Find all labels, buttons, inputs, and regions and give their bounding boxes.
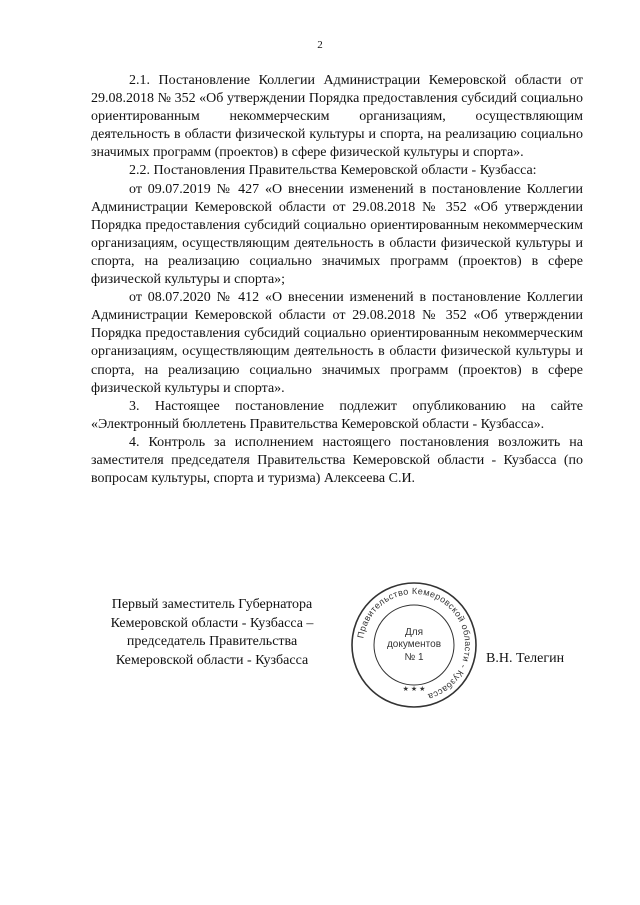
stamp-stars: ★ ★ ★ (402, 686, 426, 693)
document-body (91, 72, 583, 488)
signer-position-line: Кемеровской области - Кузбасса – (110, 615, 314, 631)
signer-name: В.Н. Телегин (486, 651, 565, 666)
signer-position-line: председатель Правительства (126, 634, 298, 649)
signer-position (88, 596, 336, 670)
paragraph-amendment-2019: от 09.07.2019 № 427 «О внесении изменений в постановление Коллегии Администрации Кемеровской области от 29.08.2018 № 352 «Об утверждении Порядка предоставления субсидий социально ориентированным некоммерческим организациям, осуществляющим деятельность в области физической культуры и спорта, на реализацию социально значимых программ (проектов) в сфере физической культуры и спорта»; (91, 181, 583, 288)
paragraph-amendment-2020: от 08.07.2020 № 412 «О внесении изменений в постановление Коллегии Администрации Кемеровской области от 29.08.2018 № 352 «Об утверждении Порядка предоставления субсидий социально ориентированным некоммерческим организациям, осуществляющим деятельность в области физической культуры и спорта, на реализацию социально значимых программ (проектов) в сфере физической культуры и спорта». (91, 290, 583, 396)
stamp-ring-text: Правительство Кемеровской области - Кузбасса (355, 585, 474, 702)
paragraph-2-2: 2.2. Постановления Правительства Кемеровской области - Кузбасса: (129, 163, 537, 179)
page-number: 2 (317, 39, 323, 51)
paragraph-4: 4. Контроль за исполнением настоящего постановления возложить на заместителя председателя Правительства Кемеровской области - Кузбасса (по вопросам культуры, спорта и туризма) Алексеева С.И. (91, 434, 583, 487)
signer-position-line: Кемеровской области - Кузбасса (115, 652, 309, 668)
paragraph-2-1: 2.1. Постановление Коллегии Администрации Кемеровской области от 29.08.2018 № 352 «Об утверждении Порядка предоставления субсидий социально ориентированным некоммерческим организациям, осуществляющим деятельность в области физической культуры и спорта, на реализацию социально значимых программ (проектов) в сфере физической культуры и спорта». (91, 73, 583, 161)
stamp-center-line: документов (386, 639, 442, 650)
stamp-seal-icon (349, 580, 479, 710)
official-stamp (349, 580, 479, 710)
signer-position-line: Первый заместитель Губернатора (111, 597, 313, 612)
paragraph-3: 3. Настоящее постановление подлежит опубликованию на сайте «Электронный бюллетень Правительства Кемеровской области - Кузбасса». (91, 398, 583, 432)
stamp-center-line: № 1 (404, 652, 424, 663)
stamp-center-line: Для (404, 627, 424, 638)
